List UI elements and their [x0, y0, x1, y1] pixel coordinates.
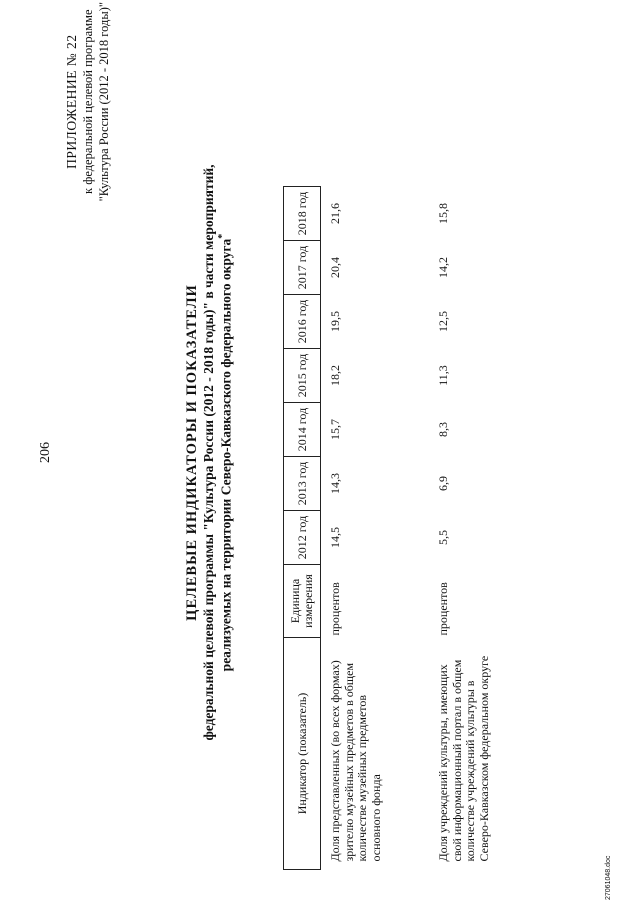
- indicator-cell: Доля представленных (во всех формах) зрителю музейных предметов в общем количестве музейных предметов основного фонда: [328, 660, 383, 862]
- table-header-row: [284, 187, 321, 870]
- heading-title: ЦЕЛЕВЫЕ ИНДИКАТОРЫ И ПОКАЗАТЕЛИ: [184, 284, 200, 621]
- unit-cell: процентов: [328, 582, 342, 636]
- header-year: 2015 год: [284, 349, 321, 403]
- header-year: 2014 год: [284, 403, 321, 457]
- value-cell: 11,3: [436, 365, 450, 386]
- heading-line: федеральной целевой программы "Культура России (2012 - 2018 годы)" в части мероприятий,: [201, 164, 216, 741]
- value-cell: 18,2: [328, 365, 342, 386]
- heading-line: [217, 0, 235, 905]
- table-row: [321, 187, 430, 870]
- header-year: 2012 год: [284, 511, 321, 565]
- value-cell: 5,5: [436, 530, 450, 545]
- header-year: 2017 год: [284, 241, 321, 295]
- unit-cell: процентов: [436, 582, 450, 636]
- header-indicator: Индикатор (показатель): [284, 638, 321, 870]
- value-cell: 14,3: [328, 473, 342, 494]
- appendix-line: к федеральной целевой программе: [81, 9, 95, 194]
- header-unit: Единица измерения: [284, 565, 321, 638]
- indicators-table: [283, 186, 547, 870]
- value-cell: 6,9: [436, 476, 450, 491]
- document-heading: [184, 0, 235, 905]
- value-cell: 21,6: [328, 203, 342, 224]
- indicator-cell: Доля учреждений культуры, имеющих свой информационный портал в общем количестве учреждений культуры в Северо-Кавказском федеральном округе: [436, 655, 491, 862]
- value-cell: 14,2: [436, 257, 450, 278]
- document-code: 27061048.doc: [605, 855, 612, 900]
- value-cell: 12,5: [436, 311, 450, 332]
- footnote-asterisk: *: [217, 233, 228, 239]
- value-cell: 14,5: [328, 527, 342, 548]
- value-cell: 20,4: [328, 257, 342, 278]
- appendix-block: [64, 2, 112, 201]
- page-number: 206: [38, 442, 53, 463]
- value-cell: 15,7: [328, 419, 342, 440]
- heading-line-text: реализуемых на территории Северо-Кавказского федерального округа: [218, 238, 234, 672]
- value-cell: 15,8: [436, 203, 450, 224]
- appendix-line: "Культура России (2012 - 2018 годы)": [97, 2, 111, 202]
- header-year: 2016 год: [284, 295, 321, 349]
- value-cell: 8,3: [436, 422, 450, 437]
- appendix-title: ПРИЛОЖЕНИЕ № 22: [64, 34, 79, 169]
- header-year: 2018 год: [284, 187, 321, 241]
- header-year: 2013 год: [284, 457, 321, 511]
- value-cell: 19,5: [328, 311, 342, 332]
- table-row: [429, 187, 547, 870]
